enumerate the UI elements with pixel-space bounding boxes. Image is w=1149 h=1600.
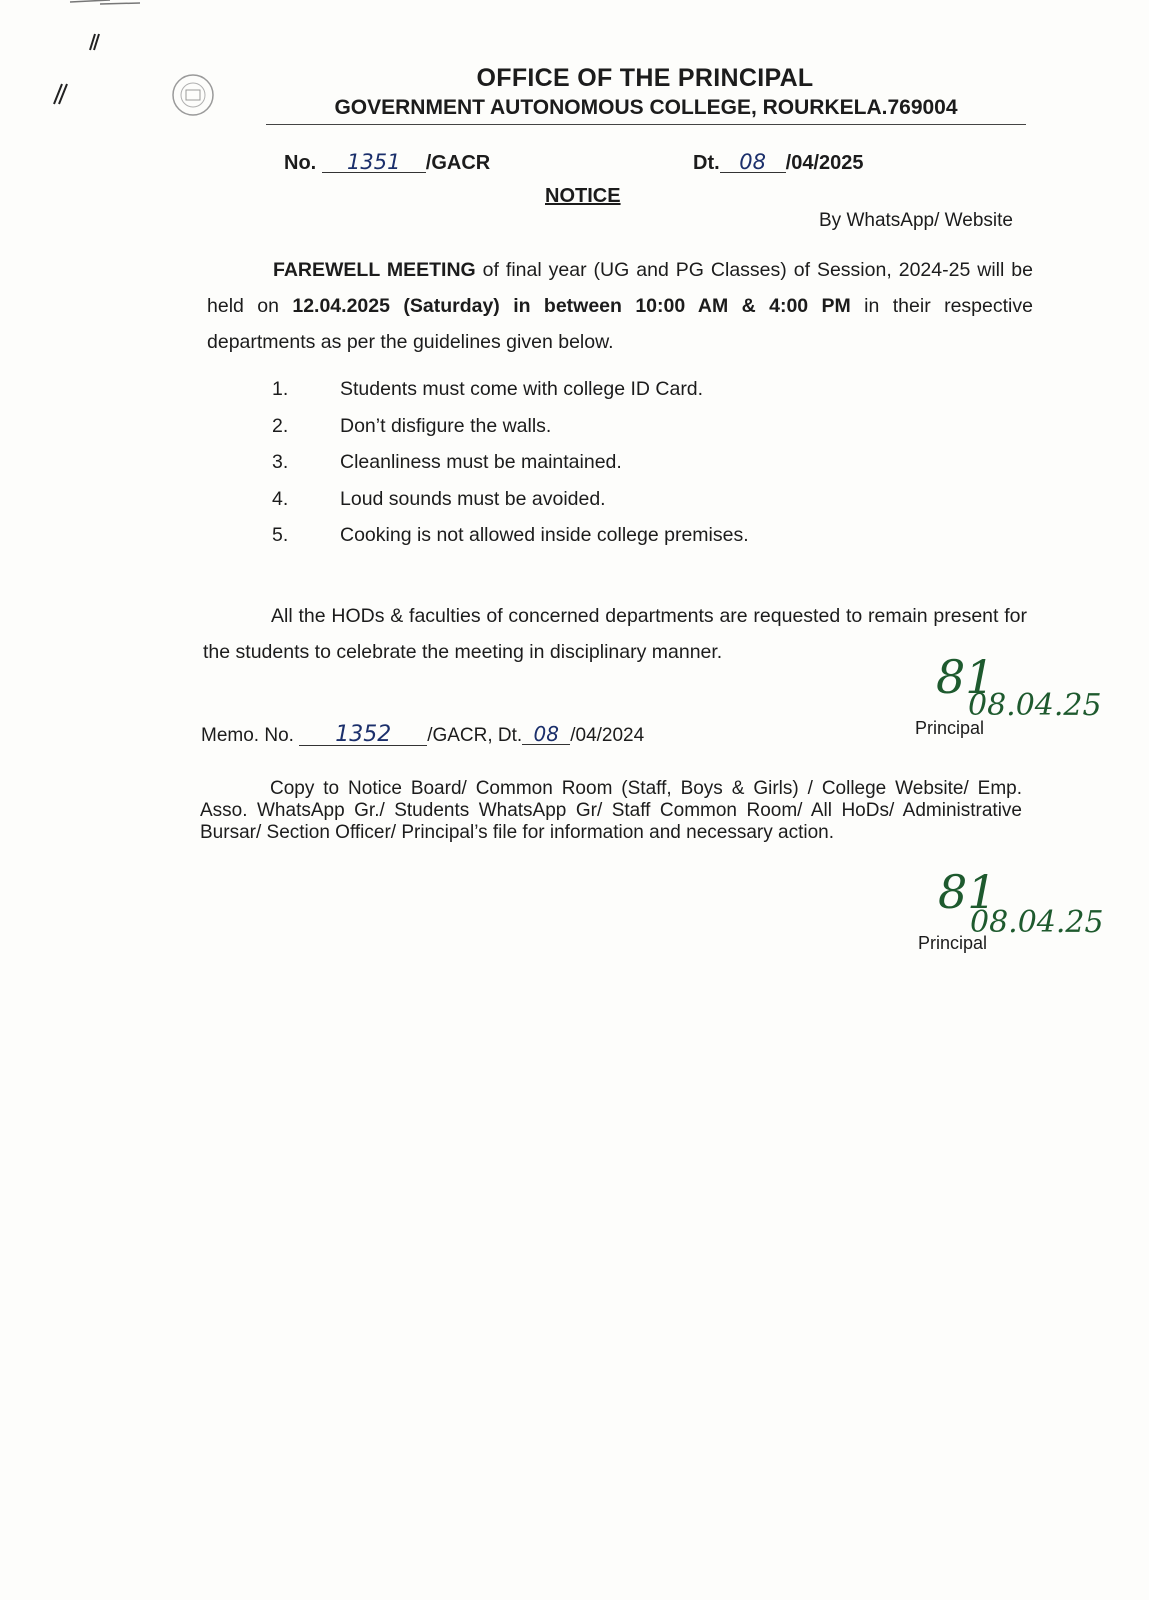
list-item-text: Cleanliness must be maintained.: [340, 451, 622, 473]
list-item-number: 5.: [272, 524, 289, 546]
event-date-time: 12.04.2025 (Saturday) in between 10:00 AM & 4:00 PM: [292, 295, 851, 317]
list-item-number: 1.: [272, 378, 289, 400]
ref-date-value: 08: [720, 152, 786, 173]
para1-text-2: in their respective departments as per the guidelines given below.: [207, 295, 1033, 353]
reference-date: [693, 152, 864, 175]
signature-label: Principal: [918, 933, 988, 953]
notice-title: NOTICE: [545, 185, 621, 207]
list-item: [272, 451, 749, 488]
ref-no-label: No.: [284, 152, 317, 174]
copy-to-paragraph: Copy to Notice Board/ Common Room (Staff, Boys & Girls) / College Website/ Emp. Asso. WhatsApp Gr./ Students WhatsApp Gr/ Staff Common Room/ All HoDs/ Administrative Bursar/ Section Officer/ Principal’s file for information and necessary action.: [200, 778, 1022, 843]
memo-label: Memo. No.: [201, 725, 294, 746]
list-item: [272, 378, 749, 415]
list-item: [272, 415, 749, 452]
memo-date-value: 08: [522, 724, 570, 745]
para1-text-1: of final year (UG and PG Classes) of Session, 2024-25 will be held on: [207, 259, 1033, 317]
office-title: OFFICE OF THE PRINCIPAL: [476, 64, 814, 92]
reference-number: [284, 152, 490, 175]
signature-date: 08.04.25: [968, 688, 1102, 723]
memo-no-value: 1352: [299, 725, 427, 746]
signature-label: Principal: [915, 718, 985, 738]
signature-date: 08.04.25: [970, 905, 1104, 940]
guidelines-list: [272, 378, 749, 561]
margin-marks: [40, 0, 160, 120]
principal-signature-1: [910, 650, 1130, 750]
memo-line: [201, 724, 644, 747]
signature-initials: 81: [938, 865, 997, 919]
notice-paragraph-2: All the HODs & faculties of concerned departments are requested to remain present for the students to celebrate the meeting in disciplinary manner.: [203, 605, 1027, 663]
list-item-number: 2.: [272, 414, 289, 437]
signature-initials: 81: [936, 650, 995, 704]
memo-suffix: /04/2024: [570, 725, 645, 746]
ref-no-suffix: /GACR: [425, 152, 491, 174]
list-item-text: Loud sounds must be avoided.: [340, 487, 606, 510]
list-item-number: 3.: [272, 451, 289, 473]
list-item-text: Students must come with college ID Card.: [340, 378, 704, 400]
list-item-text: Don’t disfigure the walls.: [340, 414, 552, 437]
list-item: [272, 524, 749, 561]
ref-date-label: Dt.: [693, 152, 720, 174]
college-name: GOVERNMENT AUTONOMOUS COLLEGE, ROURKELA.769004: [266, 96, 1026, 125]
principal-signature-2: [912, 865, 1132, 965]
ref-date-suffix: /04/2025: [785, 152, 864, 174]
notice-paragraph-1: [207, 252, 1033, 360]
list-item-number: 4.: [272, 487, 289, 510]
list-item: [272, 488, 749, 525]
distribution-channel: By WhatsApp/ Website: [819, 210, 1013, 231]
list-item-text: Cooking is not allowed inside college premises.: [340, 524, 749, 546]
memo-mid: /GACR, Dt.: [427, 725, 523, 746]
ref-no-value: 1351: [322, 152, 426, 173]
event-title: FAREWELL MEETING: [273, 259, 476, 281]
